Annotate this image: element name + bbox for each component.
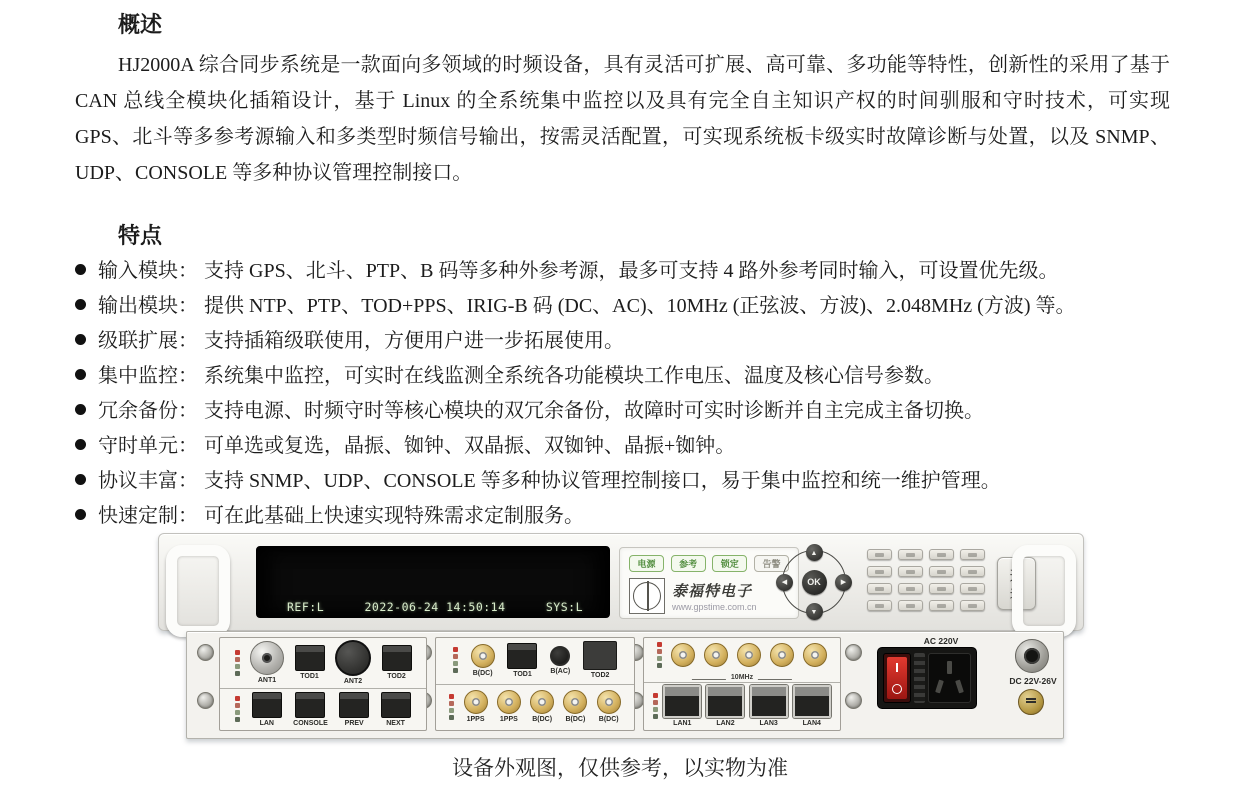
indicator-alarm: 告警: [754, 555, 789, 572]
feature-item: [75, 394, 1185, 429]
sma-connector-icon: [704, 643, 728, 667]
port-label: B(DC): [472, 669, 493, 677]
led-strip: [653, 693, 658, 719]
io-module-3: [643, 637, 841, 731]
keypad-key: [960, 549, 985, 560]
port-label: LAN: [259, 719, 274, 727]
keypad-key: [929, 583, 954, 594]
ac-power-label: AC 220V: [923, 636, 959, 646]
overview-paragraph: HJ2000A 综合同步系统是一款面向多领域的时频设备，具有灵活可扩展、高可靠、多功能等特性，创新性的采用了基于 CAN 总线全模块化插箱设计，基于 Linux 的全系统集中监控以及具有完全自主知识产权的时间驯服和守时技术，可实现 GPS、北斗等多参考源输入和多类型时频信号输出，按需灵活配置，可实现系统板卡级实时故障诊断与处置，以及 SNMP、UDP、CONSOLE 等多种协议管理控制接口。: [75, 54, 1170, 184]
bullet-icon: [75, 299, 86, 310]
brand-name: 泰福特电子: [672, 583, 753, 600]
port-label: TOD1: [300, 673, 319, 680]
port-ant2: [335, 640, 371, 685]
port-tod2: [382, 645, 412, 680]
module-row: [436, 638, 634, 684]
feature-text: 支持 GPS、北斗、PTP、B 码等多种外参考源，最多可支持 4 路外参考同时输入，可设置优先级。: [204, 260, 1059, 282]
port-bdc: [563, 690, 587, 723]
port-lan4: [793, 685, 831, 727]
port-group-label-10mhz: 10MHz: [692, 674, 792, 681]
keypad-key: [929, 549, 954, 560]
sma-connector-icon: [770, 643, 794, 667]
port-label: TOD2: [387, 673, 406, 680]
led-strip: [235, 650, 240, 676]
port-label: TOD2: [590, 672, 610, 680]
feature-text: 提供 NTP、PTP、TOD+PPS、IRIG-B 码 (DC、AC)、10MHz (正弦波、方波)、2.048MHz (方波) 等。: [204, 295, 1076, 317]
feature-text: 系统集中监控，可实时在线监测全系统各功能模块工作电压、温度及核心信号参数。: [204, 365, 944, 387]
port-bdc: [471, 644, 495, 677]
bnc-connector-icon: [250, 641, 284, 675]
port-label: LAN2: [716, 720, 735, 727]
power-switch-label-top: 开: [1009, 567, 1023, 583]
small-round-connector-icon: [550, 646, 570, 666]
indicator-power: 电源: [629, 555, 664, 572]
rj45-port-icon: [793, 685, 831, 718]
rack-handle-left: [166, 545, 230, 637]
feature-text: 支持插箱级联使用，方便用户进一步拓展使用。: [204, 330, 624, 352]
bullet-icon: [75, 264, 86, 275]
indicator-lock: 锁定: [712, 555, 747, 572]
rj45-port-icon: [339, 692, 369, 718]
bullet-icon: [75, 474, 86, 485]
port-label: TOD1: [513, 670, 532, 678]
feature-text: 支持电源、时频守时等核心模块的双冗余备份，故障时可实时诊断并自主完成主备切换。: [204, 400, 984, 422]
rj45-port-icon: [295, 692, 325, 718]
port-bdc: [597, 690, 621, 723]
keypad-key: [867, 549, 892, 560]
keypad-key: [867, 566, 892, 577]
sma-connector-icon: [563, 690, 587, 714]
port-lan: [252, 692, 282, 727]
feature-item: [75, 464, 1185, 499]
feature-label: 输入模块：: [98, 260, 198, 282]
rj45-port-icon: [663, 685, 701, 718]
rj45-port-icon: [750, 685, 788, 718]
sma-connector-icon: [530, 690, 554, 714]
port-tod1: [295, 645, 325, 680]
status-indicators: [620, 548, 798, 572]
feature-text: 支持 SNMP、UDP、CONSOLE 等多种协议管理控制接口，易于集中监控和统一维护管理。: [204, 470, 1001, 492]
keypad-key: [929, 566, 954, 577]
rj45-port-icon: [382, 645, 412, 671]
port-prev: [339, 692, 369, 727]
rj45-port-icon: [295, 645, 325, 671]
figure-caption: 设备外观图，仅供参考，以实物为准: [452, 756, 788, 780]
lcd-ref: REF:L: [287, 600, 325, 614]
feature-item: [75, 254, 1185, 289]
thumbscrew-icon: [845, 644, 862, 661]
sma-connector-icon: [497, 690, 521, 714]
port-next: [381, 692, 411, 727]
port-label: 1PPS: [466, 716, 485, 724]
bullet-icon: [75, 439, 86, 450]
port-label: ANT1: [257, 677, 277, 684]
bullet-icon: [75, 404, 86, 415]
nav-left-button: ◀: [776, 574, 793, 591]
port-lan1: [663, 685, 701, 727]
port-tod2: [583, 641, 617, 679]
feature-item: [75, 324, 1185, 359]
rack-handle-right: [1009, 545, 1076, 637]
port-label: LAN3: [759, 720, 778, 727]
port-bdc: [530, 690, 554, 723]
keypad-key: [898, 566, 923, 577]
feature-item: [75, 429, 1185, 464]
sma-connector-icon: [671, 643, 695, 667]
round-connector-icon: [335, 640, 371, 676]
module-row: [644, 638, 840, 682]
module-row: [220, 688, 426, 730]
sma-connector-icon: [471, 644, 495, 668]
power-switch-label-bottom: 关: [1009, 584, 1023, 600]
feature-item: [75, 289, 1185, 324]
port-lan3: [750, 685, 788, 727]
lcd-display: [256, 546, 610, 618]
feature-text: 可单选或复选，晶振、铷钟、双晶振、双铷钟、晶振+铷钟。: [204, 435, 736, 457]
features-heading: 特点: [118, 223, 163, 248]
port-1pps: [464, 690, 488, 723]
port-label: PREV: [344, 719, 364, 727]
keypad-key: [898, 549, 923, 560]
port-ant1: [250, 641, 284, 684]
front-panel: [158, 533, 1084, 631]
feature-item: [75, 359, 1185, 394]
bullet-icon: [75, 369, 86, 380]
numeric-keypad: [867, 549, 985, 611]
rear-panel: [186, 631, 1064, 739]
feature-label: 输出模块：: [98, 295, 198, 317]
led-strip: [453, 647, 458, 673]
indicator-panel: [619, 547, 799, 619]
io-module-1: [219, 637, 427, 731]
iec-socket: [928, 653, 971, 703]
sma-connector-icon: [597, 690, 621, 714]
port-label: NEXT: [386, 719, 405, 727]
rj45-port-icon: [252, 692, 282, 718]
bullet-icon: [75, 334, 86, 345]
port-label: LAN4: [802, 720, 821, 727]
dc-power-label: DC 22V-26V: [1009, 676, 1057, 686]
keypad-key: [960, 566, 985, 577]
feature-text: 可在此基础上快速实现特殊需求定制服务。: [204, 505, 584, 527]
feature-list: [75, 254, 1185, 534]
port-label: 1PPS: [499, 716, 518, 724]
keypad-key: [867, 600, 892, 611]
thumbscrew-icon: [197, 644, 214, 661]
port-label: B(AC): [550, 667, 571, 675]
port-label: B(DC): [598, 716, 619, 724]
brand-text: [672, 580, 757, 612]
port-tod1: [507, 643, 537, 678]
port-label: B(DC): [532, 716, 553, 724]
nav-ok-button: OK: [802, 570, 827, 595]
lcd-sys: SYS:L: [545, 600, 583, 614]
port-label: CONSOLE: [293, 719, 328, 727]
led-strip: [657, 642, 662, 668]
indicator-reference: 参考: [671, 555, 706, 572]
fuse-holder: [914, 653, 925, 703]
overview-heading: 概述: [118, 12, 163, 37]
thumbscrew-icon: [197, 692, 214, 709]
nav-down-button: ▼: [806, 603, 823, 620]
lcd-datetime: 2022-06-24 14:50:14: [364, 600, 506, 614]
thumbscrew-icon: [845, 692, 862, 709]
sma-connector-icon: [803, 643, 827, 667]
brand-logo-icon: [629, 578, 665, 614]
feature-label: 协议丰富：: [98, 470, 198, 492]
port-lan2: [706, 685, 744, 727]
feature-label: 冗余备份：: [98, 400, 198, 422]
led-strip: [235, 696, 240, 722]
ground-terminal: [1018, 689, 1044, 715]
keypad-key: [960, 583, 985, 594]
module-row: [644, 682, 840, 730]
nav-pad: [776, 544, 852, 620]
feature-label: 级联扩展：: [98, 330, 198, 352]
brand-url: www.gpstime.com.cn: [672, 602, 757, 612]
nav-up-button: ▲: [806, 544, 823, 561]
nav-right-button: ▶: [835, 574, 852, 591]
led-strip: [449, 694, 454, 720]
port-1pps: [497, 690, 521, 723]
sma-connector-icon: [737, 643, 761, 667]
feature-label: 集中监控：: [98, 365, 198, 387]
rj45-port-icon: [706, 685, 744, 718]
bullet-icon: [75, 509, 86, 520]
keypad-key: [867, 583, 892, 594]
feature-label: 快速定制：: [98, 505, 198, 527]
brand-row: [620, 572, 798, 614]
port-bac: [550, 646, 570, 675]
module-row: [220, 638, 426, 688]
dc-power-connector: [1015, 639, 1049, 673]
io-module-2: [435, 637, 635, 731]
square-connector-icon: [583, 641, 617, 670]
keypad-key: [898, 583, 923, 594]
power-rocker-switch: [883, 653, 911, 703]
ac-power-inlet: [877, 647, 977, 709]
module-row: [436, 684, 634, 731]
keypad-key: [929, 600, 954, 611]
feature-label: 守时单元：: [98, 435, 198, 457]
keypad-key: [898, 600, 923, 611]
rj45-port-icon: [507, 643, 537, 669]
port-label: LAN1: [673, 720, 692, 727]
port-label: B(DC): [565, 716, 586, 724]
port-console: [293, 692, 328, 727]
port-label: ANT2: [343, 678, 363, 685]
keypad-key: [960, 600, 985, 611]
sma-connector-icon: [464, 690, 488, 714]
rj45-port-icon: [381, 692, 411, 718]
feature-item: [75, 499, 1185, 534]
